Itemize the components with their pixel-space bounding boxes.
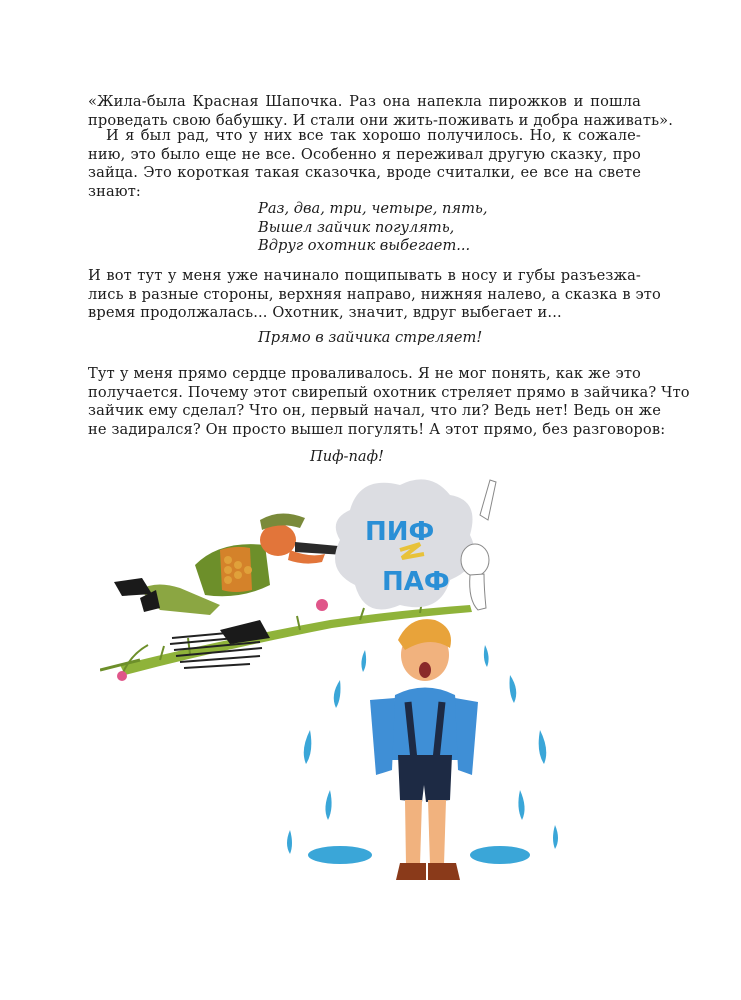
text-line: Тут у меня прямо сердце проваливалось. Я не мог понять, как же это [88,365,641,382]
verse-line: Вышел зайчик погулять, [258,218,455,236]
verse-3: Пиф-паф! [310,448,384,465]
paragraph-1 [88,93,674,130]
verse-1 [258,200,488,256]
text-line: не задирался? Он просто вышел погулять! А этот прямо, без разговоров: [88,420,666,438]
smoke-cloud [335,479,475,609]
text-line: И я был рад, что у них все так хорошо получилось. Но, к сожале- [106,127,641,144]
text-line: зайца. Это короткая такая сказочка, вроде считалки, ее все на свете [88,164,641,182]
text-line: знают: [88,182,141,200]
paragraph-4 [88,365,690,439]
text-line: лись в разные стороны, верхняя направо, нижняя налево, а сказка в это [88,285,661,303]
boy-figure [370,619,478,880]
paragraph-2 [88,127,641,201]
verse-line: Вдруг охотник выбегает... [258,237,471,255]
text-line: зайчик ему сделал? Что он, первый начал, что ли? Ведь нет! Ведь он же [88,402,662,420]
text-line: время продолжалась... Охотник, значит, вдруг выбегает и... [88,304,562,322]
cloud-word-top: ПИФ [365,517,435,547]
text-line: проведать свою бабушку. И стали они жить-поживать и добра наживать». [88,111,674,129]
paragraph-3 [88,267,661,323]
text-line: И вот тут у меня уже начинало пощипывать в носу и губы разъезжа- [88,267,641,284]
text-line: получается. Почему этот свирепый охотник стреляет прямо в зайчика? Что [88,383,690,401]
text-line: «Жила-была Красная Шапочка. Раз она напекла пирожков и пошла [88,93,641,110]
text-line: нию, это было еще не все. Особенно я переживал другую сказку, про [88,145,641,163]
illustration-hunter-and-crying-boy [100,470,570,895]
cloud-word-bottom: ПАФ [382,567,450,597]
verse-2: Прямо в зайчика стреляет! [258,329,483,346]
verse-line: Раз, два, три, четыре, пять, [258,200,488,217]
